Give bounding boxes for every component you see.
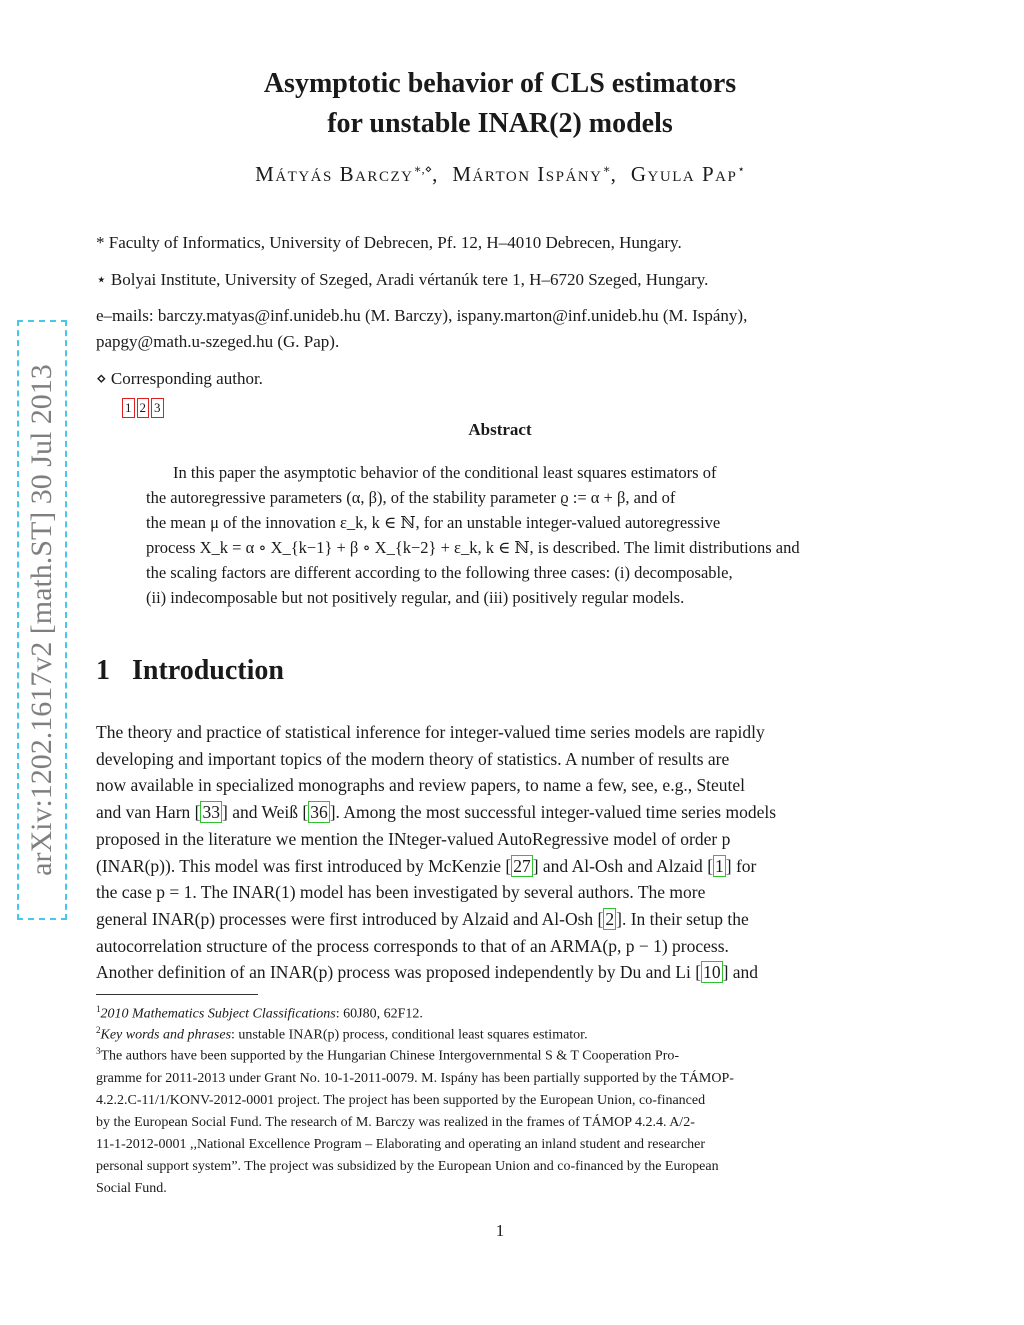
footnote-line: Social Fund. — [96, 1180, 167, 1196]
intro-text: general INAR(p) processes were first introduced by Alzaid and Al-Osh — [96, 908, 598, 929]
footnote-number: 1 — [96, 1004, 101, 1014]
section-heading — [96, 655, 284, 687]
citation-33[interactable]: 33 — [202, 802, 220, 823]
arxiv-sidebar — [10, 320, 74, 920]
footnote-line — [96, 1040, 904, 1068]
emails-line-2: papgy@math.u-szeged.hu (G. Pap). — [96, 332, 340, 351]
footnote-link-1[interactable]: 1 — [122, 398, 135, 418]
footnote-label: Key words and phrases — [100, 1027, 232, 1043]
introduction-paragraph — [96, 719, 904, 986]
footnote-text: : unstable INAR(p) process, conditional least squares estimator. — [231, 1027, 588, 1043]
citation-27[interactable]: 27 — [513, 855, 531, 876]
section-title: Introduction — [132, 655, 284, 686]
intro-text: and — [728, 962, 759, 983]
footnote-divider — [96, 994, 258, 995]
intro-line: general INAR(p) processes were first introduced by Alzaid and Al-Osh [ 2 ]. In their setup the — [96, 908, 749, 929]
abstract-line: In this paper the asymptotic behavior of the conditional least squares estimators of — [173, 463, 717, 482]
author-marks: ⋆ — [737, 162, 745, 176]
emails-line-1: e–mails: barczy.matyas@inf.unideb.hu (M. Barczy), ispany.marton@inf.unideb.hu (M. Ispány), — [96, 306, 748, 325]
intro-line: the case p = 1. The INAR(1) model has been investigated by several authors. The more — [96, 882, 706, 903]
footnote-line: gramme for 2011-2013 under Grant No. 10-1-2011-0079. M. Ispány has been partially supported by the TÁMOP- — [96, 1070, 734, 1086]
corresponding-author: ⋄ Corresponding author. — [96, 369, 263, 388]
author-name: Mátyás Barczy — [255, 162, 414, 186]
citation-1[interactable]: 1 — [715, 855, 724, 876]
abstract-line: process X_k = α ∘ X_{k−1} + β ∘ X_{k−2} + ε_k, k ∈ ℕ, is described. The limit distributions and — [146, 538, 800, 557]
author-list: Mátyás Barczy∗,⋄, Márton Ispány∗, Gyula Pap⋆ — [255, 162, 745, 186]
footnote-line: 4.2.2.C-11/1/KONV-2012-0001 project. The project has been supported by the European Union, co-financed — [96, 1092, 706, 1108]
intro-text: (INAR(p)). This model was first introduced by McKenzie — [96, 855, 506, 876]
abstract-line: (ii) indecomposable but not positively regular, and (iii) positively regular models. — [146, 588, 685, 607]
intro-text: and Al-Osh and Alzaid — [538, 855, 708, 876]
intro-line: The theory and practice of statistical inference for integer-valued time series models are rapidly — [96, 722, 765, 742]
abstract-line: the mean μ of the innovation ε_k, k ∈ ℕ, for an unstable integer-valued autoregressive — [146, 513, 721, 532]
intro-line: (INAR(p)). This model was first introduced by McKenzie [ 27 ] and Al-Osh and Alzaid [ 1 ] for — [96, 855, 757, 876]
arxiv-identifier[interactable]: arXiv:1202.1617v2 [math.ST] 30 Jul 2013 — [17, 320, 67, 920]
footnote-number: 3 — [96, 1046, 101, 1056]
intro-line: developing and important topics of the modern theory of statistics. A number of results are — [96, 748, 730, 769]
abstract-heading: Abstract — [468, 420, 532, 439]
author-marks: ∗,⋄ — [413, 162, 433, 176]
intro-line: proposed in the literature we mention the INteger-valued AutoRegressive model of order p — [96, 828, 731, 849]
abstract-line: the scaling factors are different according to the following three cases: (i) decomposable, — [146, 563, 733, 582]
intro-text: and Weiß — [227, 802, 303, 823]
footnote-link-3[interactable]: 3 — [151, 398, 164, 418]
footnote-3 — [96, 1040, 904, 1200]
intro-text: . Among the most successful integer-valued time series models — [335, 802, 777, 823]
citation-10[interactable]: 10 — [703, 962, 721, 983]
paper-title-line-2: for unstable INAR(2) models — [327, 108, 673, 139]
footnote-link-2[interactable]: 2 — [137, 398, 150, 418]
affiliation-debrecen: * Faculty of Informatics, University of Debrecen, Pf. 12, H–4010 Debrecen, Hungary. — [96, 233, 682, 252]
footnote-line: 11-1-2012-0001 ,,National Excellence Program – Elaborating and operating an inland student and researcher — [96, 1136, 706, 1152]
intro-text: and van Harn — [96, 802, 195, 823]
author-name: Gyula Pap — [630, 162, 738, 186]
intro-line: and van Harn [ 33 ] and Weiß [ 36 ]. Among the most successful integer-valued time series models — [96, 802, 777, 823]
author-marks: ∗ — [602, 162, 611, 176]
paper-title-line-1: Asymptotic behavior of CLS estimators — [263, 68, 737, 99]
affiliation-szeged: ⋆ Bolyai Institute, University of Szeged, Aradi vértanúk tere 1, H–6720 Szeged, Hungary. — [96, 270, 709, 289]
footnote-number: 2 — [96, 1025, 101, 1035]
intro-line: Another definition of an INAR(p) process was proposed independently by Du and Li [ 10 ] and — [96, 962, 759, 983]
intro-text: . In their setup the — [621, 908, 749, 929]
abstract-body — [146, 460, 856, 610]
citation-36[interactable]: 36 — [310, 802, 328, 823]
footnote-line: by the European Social Fund. The research of M. Barczy was realized in the frames of TÁMOP 4.2.4. A/2- — [96, 1114, 695, 1130]
author-name: Márton Ispány — [452, 162, 603, 186]
intro-text: Another definition of an INAR(p) process was proposed independently by Du and Li — [96, 962, 696, 983]
intro-line: autocorrelation structure of the process corresponds to that of an ARMA(p, p − 1) process. — [96, 935, 729, 956]
intro-line: now available in specialized monographs and review papers, to name a few, see, e.g., Steutel — [96, 775, 746, 796]
page-number: 1 — [495, 1221, 505, 1240]
footnote-links — [122, 398, 164, 418]
footnote-text: The authors have been supported by the Hungarian Chinese Intergovernmental S & T Cooperation Pro- — [100, 1048, 680, 1064]
footnote-label: 2010 Mathematics Subject Classifications — [100, 1006, 336, 1022]
intro-text: for — [731, 855, 757, 876]
citation-2[interactable]: 2 — [605, 908, 615, 929]
abstract-line: the autoregressive parameters (α, β), of the stability parameter ϱ := α + β, and of — [146, 488, 676, 507]
footnote-line: personal support system”. The project was subsidized by the European Union and co-financed by the European — [96, 1158, 719, 1174]
section-number: 1 — [96, 655, 110, 686]
footnote-text: : 60J80, 62F12. — [335, 1006, 423, 1022]
